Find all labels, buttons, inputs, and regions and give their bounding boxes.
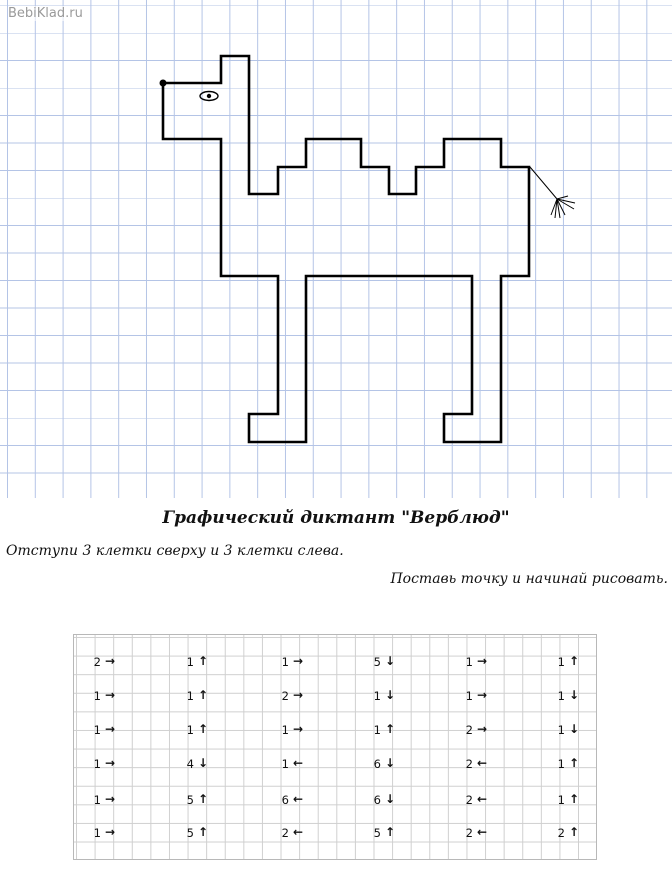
direction-arrow-icon: ← [293,792,304,806]
dictation-step [459,687,499,705]
dictation-step [180,824,220,842]
direction-arrow-icon: ↓ [569,688,580,702]
step-count: 1 [557,689,565,703]
direction-arrow-icon: → [105,756,116,770]
step-count: 2 [557,826,565,840]
dictation-step [551,791,591,809]
dictation-step [180,653,220,671]
direction-arrow-icon: → [477,722,488,736]
dictation-step [367,687,407,705]
step-count: 1 [93,757,101,771]
step-count: 2 [465,757,473,771]
step-count: 1 [186,689,194,703]
step-count: 1 [557,723,565,737]
step-count: 1 [373,723,381,737]
direction-arrow-icon: ↑ [385,825,396,839]
dictation-step [551,721,591,739]
step-count: 5 [373,655,381,669]
step-count: 1 [93,826,101,840]
step-count: 4 [186,757,194,771]
dictation-step [275,721,315,739]
dictation-step [551,755,591,773]
step-count: 1 [186,723,194,737]
step-count: 1 [557,793,565,807]
step-count: 6 [373,757,381,771]
direction-arrow-icon: ↑ [385,722,396,736]
step-count: 1 [373,689,381,703]
step-count: 2 [465,723,473,737]
direction-arrow-icon: → [105,722,116,736]
step-count: 1 [93,689,101,703]
dictation-step [275,755,315,773]
dictation-step [87,791,127,809]
direction-arrow-icon: → [293,688,304,702]
dictation-step [180,721,220,739]
direction-arrow-icon: ↓ [198,756,209,770]
begin-instruction: Поставь точку и начинай рисовать. [390,571,668,587]
page-title: Графический диктант "Верблюд" [162,508,510,528]
direction-arrow-icon: ← [477,756,488,770]
dictation-step [180,687,220,705]
dictation-step [459,653,499,671]
step-count: 1 [281,723,289,737]
direction-arrow-icon: ↑ [198,825,209,839]
dictation-step [367,791,407,809]
direction-arrow-icon: ↑ [569,825,580,839]
direction-arrow-icon: ↓ [385,756,396,770]
step-count: 6 [281,793,289,807]
dictation-step [180,755,220,773]
direction-arrow-icon: ↑ [569,792,580,806]
step-count: 1 [186,655,194,669]
direction-arrow-icon: → [105,792,116,806]
dictation-step [367,755,407,773]
dictation-step [459,755,499,773]
step-count: 1 [281,757,289,771]
direction-arrow-icon: → [293,722,304,736]
dictation-step [367,721,407,739]
tail-icon [530,167,575,218]
direction-arrow-icon: → [105,688,116,702]
dictation-step [87,653,127,671]
direction-arrow-icon: ↓ [385,792,396,806]
dictation-step [275,791,315,809]
dictation-step [367,824,407,842]
direction-arrow-icon: ← [477,825,488,839]
direction-arrow-icon: ← [293,825,304,839]
direction-arrow-icon: → [105,825,116,839]
direction-arrow-icon: → [477,654,488,668]
direction-arrow-icon: ↑ [198,654,209,668]
direction-arrow-icon: ↑ [198,688,209,702]
step-count: 6 [373,793,381,807]
direction-arrow-icon: ← [477,792,488,806]
dictation-step [459,824,499,842]
dictation-step [87,755,127,773]
direction-arrow-icon: ↑ [569,756,580,770]
direction-arrow-icon: → [105,654,116,668]
start-instruction: Отступи 3 клетки сверху и 3 клетки слева. [6,543,344,559]
direction-arrow-icon: ↑ [198,722,209,736]
direction-arrow-icon: ↑ [198,792,209,806]
step-count: 5 [186,793,194,807]
step-count: 1 [557,757,565,771]
direction-arrow-icon: ← [293,756,304,770]
direction-arrow-icon: ↓ [385,688,396,702]
dictation-step [275,687,315,705]
step-count: 5 [373,826,381,840]
step-count: 1 [93,793,101,807]
step-count: 2 [465,826,473,840]
watermark: BebiKlad.ru [8,6,83,21]
dictation-table [73,634,597,860]
dictation-step [87,824,127,842]
step-count: 1 [465,689,473,703]
step-count: 1 [93,723,101,737]
step-count: 2 [465,793,473,807]
step-count: 2 [281,689,289,703]
step-count: 2 [281,826,289,840]
step-count: 1 [281,655,289,669]
direction-arrow-icon: → [293,654,304,668]
direction-arrow-icon: → [477,688,488,702]
dictation-step [180,791,220,809]
start-point [160,80,167,87]
dictation-step [459,721,499,739]
dictation-step [551,824,591,842]
direction-arrow-icon: ↓ [385,654,396,668]
direction-arrow-icon: ↑ [569,654,580,668]
eye-icon [200,92,218,101]
step-count: 5 [186,826,194,840]
dictation-step [551,687,591,705]
dictation-step [87,721,127,739]
dictation-step [459,791,499,809]
step-count: 1 [465,655,473,669]
camel-outline [163,56,529,442]
step-count: 2 [93,655,101,669]
dictation-step [87,687,127,705]
dictation-step [551,653,591,671]
dictation-step [275,653,315,671]
dictation-step [367,653,407,671]
step-count: 1 [557,655,565,669]
dictation-step [275,824,315,842]
direction-arrow-icon: ↓ [569,722,580,736]
